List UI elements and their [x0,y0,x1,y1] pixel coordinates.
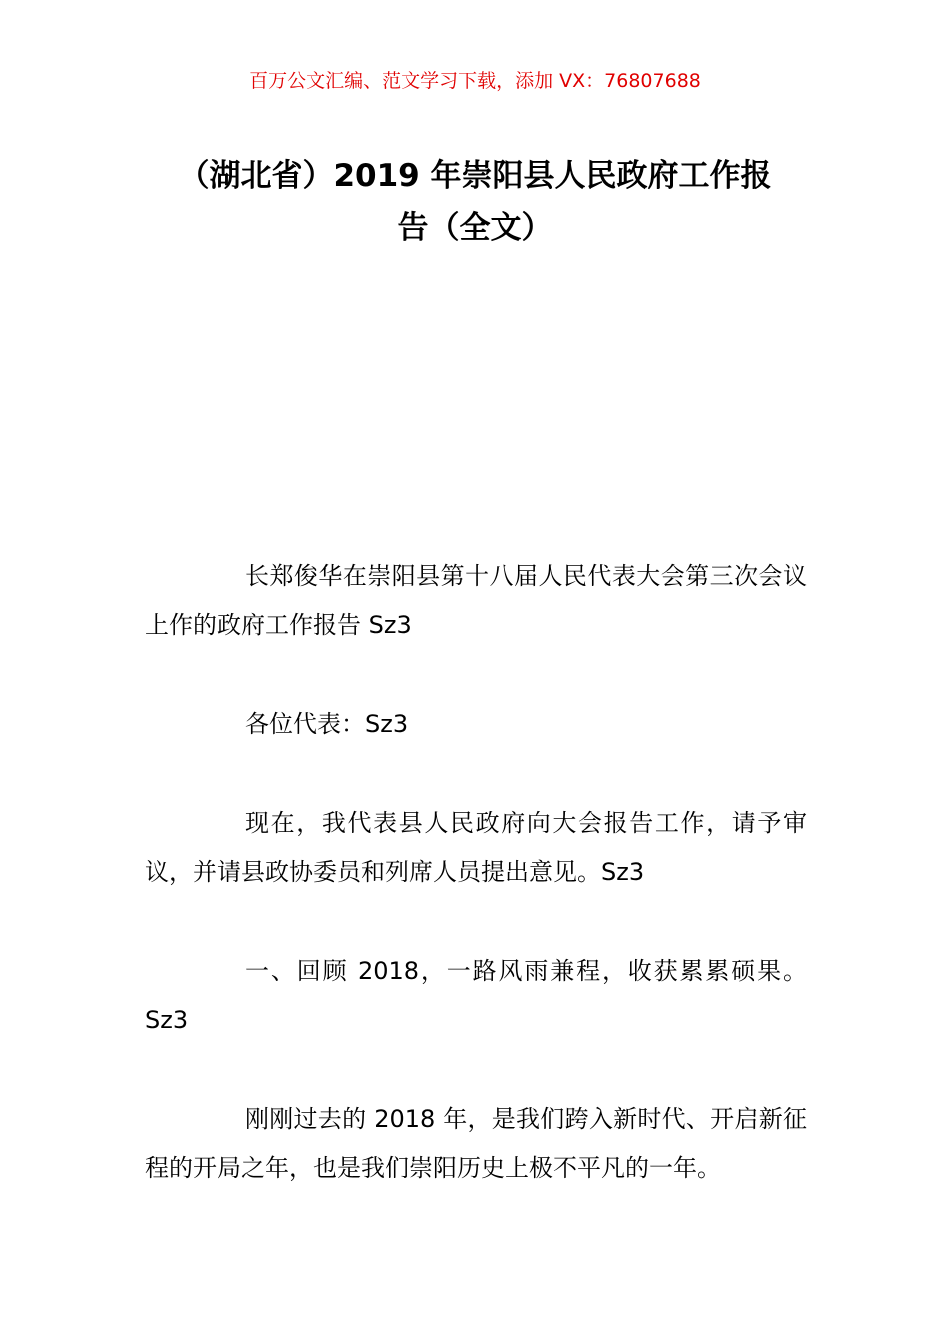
document-title-line-1: （湖北省）2019 年崇阳县人民政府工作报 [178,158,772,194]
header-watermark-note: 百万公文汇编、范文学习下载，添加 VX：76807688 [249,70,701,92]
paragraph-review: 刚刚过去的 2018 年，是我们跨入新时代、开启新征程的开局之年，也是我们崇阳历史上极不平凡的一年。 [145,1105,807,1182]
document-title-line-2: 告（全文） [397,210,553,246]
document-body [145,552,807,1193]
paragraph-opening: 现在，我代表县人民政府向大会报告工作，请予审议，并请县政协委员和列席人员提出意见。Sz3 [145,809,807,886]
paragraph-section-heading: 一、回顾 2018，一路风雨兼程，收获累累硕果。Sz3 [145,957,807,1034]
document-title [140,150,810,254]
paragraph-report-intro: 长郑俊华在崇阳县第十八届人民代表大会第三次会议上作的政府工作报告 Sz3 [145,562,807,639]
paragraph-salutation: 各位代表：Sz3 [245,710,409,738]
